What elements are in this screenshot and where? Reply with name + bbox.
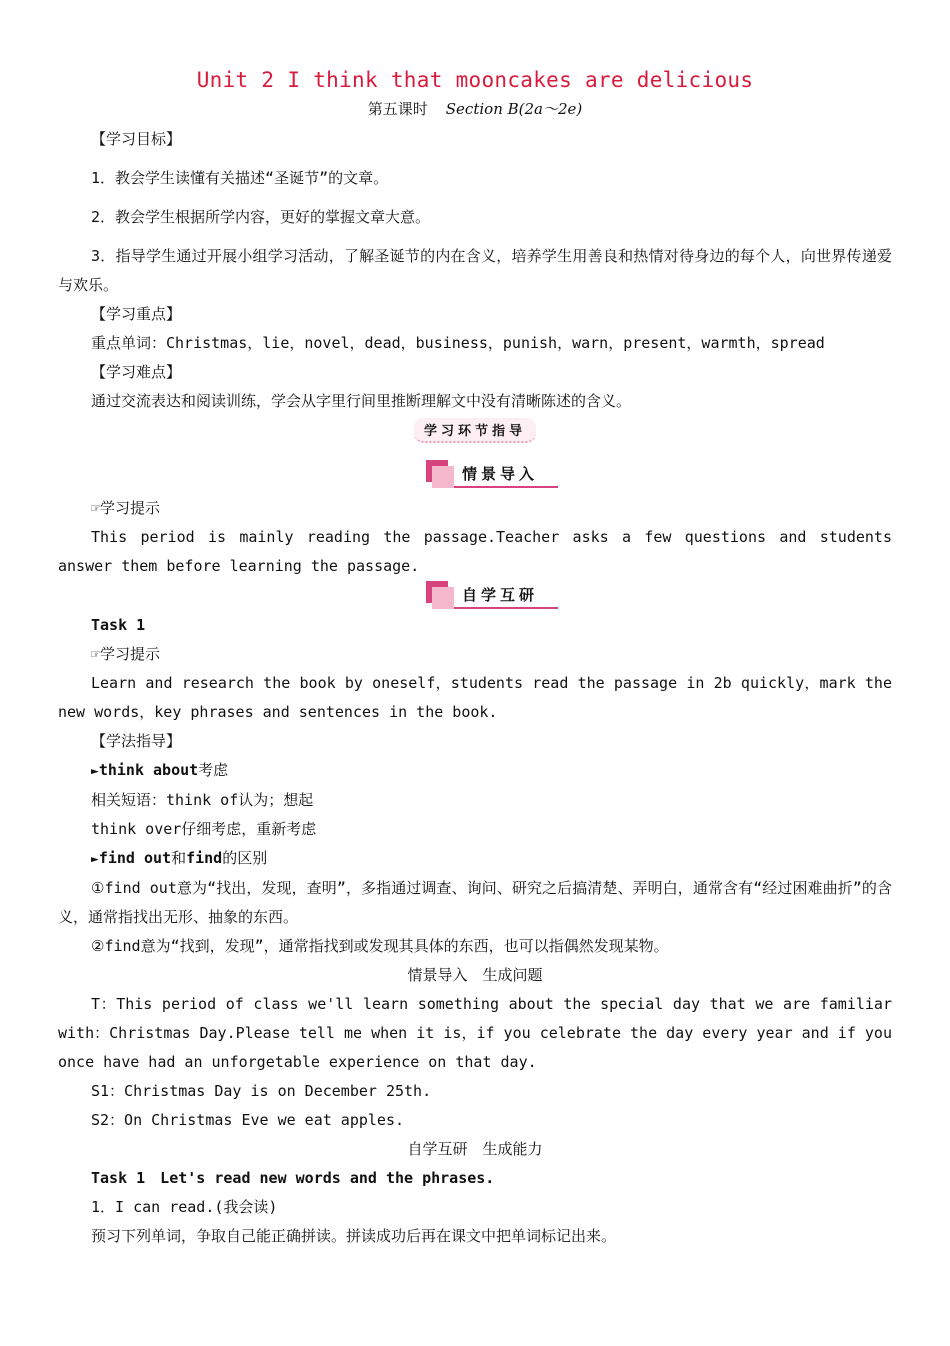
task1-tip: Learn and research the book by oneself，students read the passage in 2b quickly，mark the new words，key phrases and sentences in the book. (58, 674, 892, 721)
student-2-text: S2：On Christmas Eve we eat apples. (91, 1111, 405, 1129)
section-range: (2a～2e) (518, 100, 583, 118)
guide-banner-label: 学习环节指导 (414, 418, 536, 443)
task1-label: Task 1 (91, 616, 146, 634)
teacher-text: T：This period of class we'll learn something about the special day that we are familiar with：Christmas Day.Please tell me when it is，if you celebrate the day every year and if you once have had an unforgetable experience on that day. (58, 995, 892, 1071)
phrase-find-out: find out (98, 849, 172, 867)
objective-3: 3．指导学生通过开展小组学习活动，了解圣诞节的内在含义，培养学生用善良和热情对待身边的每个人，向世界传递爱与欢乐。 (58, 247, 892, 294)
section-intro-label: 情景导入 (462, 465, 539, 483)
self-study-heading: 自学互研 生成能力 (407, 1140, 543, 1158)
find-out-explanation-1: ①find out意为“找出，发现，查明”，多指通过调查、询问、研究之后搞清楚、弄明白，通常含有“经过困难曲折”的含义，通常指找出无形、抽象的东西。 (58, 879, 892, 926)
phrase-conj: 和 (171, 849, 187, 867)
method-heading: 【学法指导】 (91, 732, 182, 750)
can-read: 1．I can read.(我会读) (91, 1198, 278, 1216)
guide-banner (58, 416, 892, 454)
task1-title: Task 1 Let's read new words and the phrases. (91, 1169, 495, 1187)
difficulty-heading: 【学习难点】 (91, 363, 182, 381)
arrow-icon: ► (91, 852, 99, 867)
section-self-study-label: 自学互研 (462, 586, 539, 604)
phrase-find: find (186, 849, 223, 867)
related-phrases: 相关短语：think of认为；想起 (91, 791, 314, 809)
scene-heading: 情景导入 生成问题 (407, 966, 543, 984)
difficulty-text: 通过交流表达和阅读训练，学会从字里行间里推断理解文中没有清晰陈述的含义。 (91, 392, 632, 410)
student-1-text: S1：Christmas Day is on December 25th. (91, 1082, 432, 1100)
period-label: 第五课时 (367, 100, 428, 118)
page-title: Unit 2 I think that mooncakes are delicious (196, 68, 754, 92)
phrase-think-about: think about (98, 761, 199, 779)
objectives-heading: 【学习目标】 (91, 130, 182, 148)
section1-tip: This period is mainly reading the passage.Teacher asks a few questions and students answer them before learning the passage. (58, 528, 892, 575)
section-label: Section B (445, 100, 519, 118)
find-out-item (58, 844, 892, 874)
think-about-item (58, 756, 892, 786)
objective-2: 2．教会学生根据所学内容，更好的掌握文章大意。 (91, 208, 431, 226)
section-header-intro (58, 454, 892, 494)
phrase-rest: 的区别 (222, 849, 268, 867)
find-out-explanation-2: ②find意为“找到，发现”，通常指找到或发现其具体的东西，也可以指偶然发现某物。 (91, 937, 669, 955)
think-over: think over仔细考虑，重新考虑 (91, 820, 317, 838)
preview-text: 预习下列单词，争取自己能正确拼读。拼读成功后再在课文中把单词标记出来。 (91, 1227, 617, 1245)
arrow-icon: ► (91, 764, 99, 779)
key-points-heading: 【学习重点】 (91, 305, 182, 323)
objective-1: 1．教会学生读懂有关描述“圣诞节”的文章。 (91, 169, 389, 187)
page-subtitle (58, 96, 892, 122)
phrase-meaning: 考虑 (198, 761, 229, 779)
section-header-self-study (58, 581, 892, 611)
tip-label-2: ☞学习提示 (91, 645, 161, 663)
document-page (58, 64, 892, 1251)
key-points-text: 重点单词：Christmas，lie，novel，dead，business，punish，warn，present，warmth，spread (91, 334, 825, 352)
tip-label: ☞学习提示 (91, 499, 161, 517)
